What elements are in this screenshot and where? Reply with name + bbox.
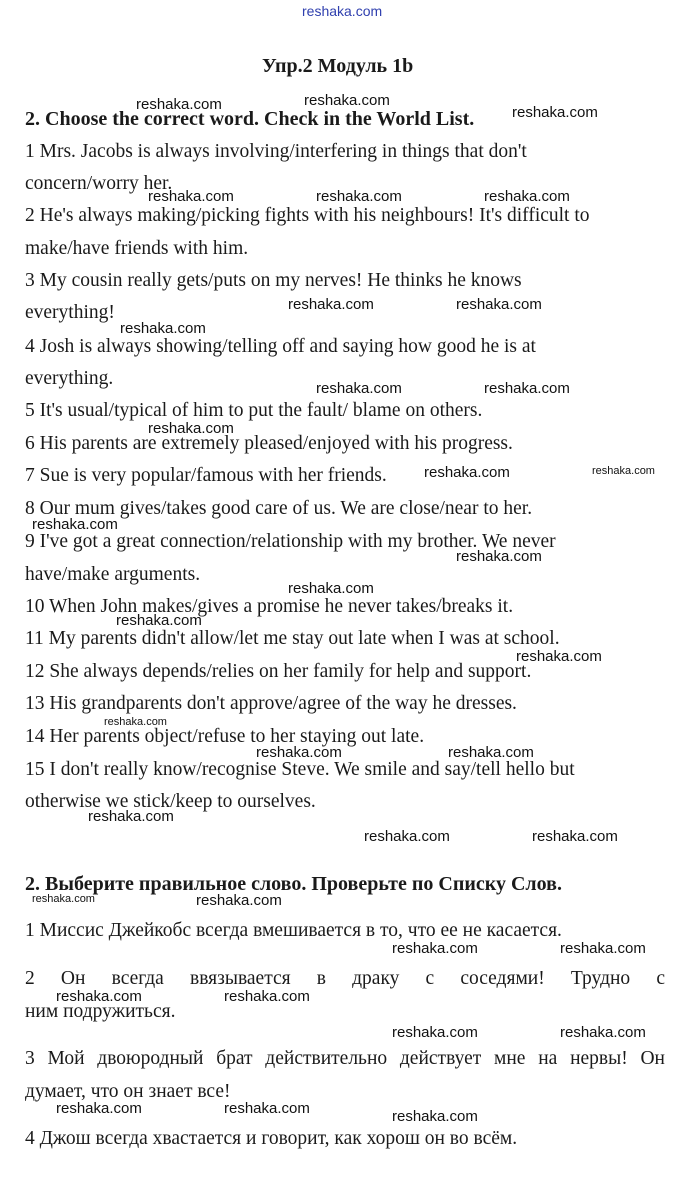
- watermark: reshaka.com: [224, 1100, 310, 1117]
- translation-line: 3 Мой двоюродный брат действительно действует мне на нервы! Он: [25, 1048, 665, 1069]
- watermark: reshaka.com: [120, 320, 206, 337]
- exercise-line: 6 His parents are extremely pleased/enjoyed with his progress.: [25, 433, 513, 454]
- translation-line: ним подружиться.: [25, 1001, 176, 1022]
- watermark: reshaka.com: [364, 828, 450, 845]
- exercise-line: otherwise we stick/keep to ourselves.: [25, 791, 316, 812]
- watermark: reshaka.com: [32, 516, 118, 533]
- watermark: reshaka.com: [512, 104, 598, 121]
- exercise-line: 7 Sue is very popular/famous with her friends.: [25, 465, 387, 486]
- russian-heading: 2. Выберите правильное слово. Проверьте по Списку Слов.: [25, 873, 562, 895]
- watermark: reshaka.com: [288, 580, 374, 597]
- watermark: reshaka.com: [484, 188, 570, 205]
- watermark: reshaka.com: [448, 744, 534, 761]
- watermark: reshaka.com: [424, 464, 510, 481]
- watermark: reshaka.com: [56, 988, 142, 1005]
- watermark: reshaka.com: [592, 465, 655, 477]
- english-heading: 2. Choose the correct word. Check in the World List.: [25, 108, 475, 130]
- watermark: reshaka.com: [224, 988, 310, 1005]
- watermark: reshaka.com: [256, 744, 342, 761]
- page-title: Упр.2 Модуль 1b: [262, 55, 414, 77]
- watermark: reshaka.com: [104, 716, 167, 728]
- watermark: reshaka.com: [392, 1108, 478, 1125]
- watermark: reshaka.com: [456, 296, 542, 313]
- watermark: reshaka.com: [316, 188, 402, 205]
- watermark: reshaka.com: [288, 296, 374, 313]
- exercise-line: 15 I don't really know/recognise Steve. We smile and say/tell hello but: [25, 759, 575, 780]
- exercise-line: 4 Josh is always showing/telling off and saying how good he is at: [25, 336, 536, 357]
- watermark: reshaka.com: [456, 548, 542, 565]
- translation-line: 1 Миссис Джейкобс всегда вмешивается в то, что ее не касается.: [25, 920, 562, 941]
- exercise-line: have/make arguments.: [25, 564, 201, 585]
- exercise-line: 12 She always depends/relies on her family for help and support.: [25, 661, 532, 682]
- exercise-line: 5 It's usual/typical of him to put the fault/ blame on others.: [25, 400, 483, 421]
- exercise-line: 8 Our mum gives/takes good care of us. We are close/near to her.: [25, 498, 533, 519]
- watermark: reshaka.com: [88, 808, 174, 825]
- watermark: reshaka.com: [560, 1024, 646, 1041]
- translation-line: 2 Он всегда ввязывается в драку с соседями! Трудно с: [25, 968, 665, 989]
- watermark: reshaka.com: [484, 380, 570, 397]
- exercise-line: 1 Mrs. Jacobs is always involving/interfering in things that don't: [25, 141, 527, 162]
- watermark: reshaka.com: [196, 892, 282, 909]
- exercise-line: 11 My parents didn't allow/let me stay out late when I was at school.: [25, 628, 560, 649]
- exercise-line: 14 Her parents object/refuse to her staying out late.: [25, 726, 425, 747]
- watermark: reshaka.com: [316, 380, 402, 397]
- exercise-line: 2 He's always making/picking fights with his neighbours! It's difficult to: [25, 205, 590, 226]
- exercise-line: everything!: [25, 302, 115, 323]
- watermark: reshaka.com: [392, 940, 478, 957]
- exercise-line: 13 His grandparents don't approve/agree of the way he dresses.: [25, 693, 517, 714]
- watermark: reshaka.com: [560, 940, 646, 957]
- watermark: reshaka.com: [148, 420, 234, 437]
- watermark: reshaka.com: [148, 188, 234, 205]
- watermark: reshaka.com: [516, 648, 602, 665]
- exercise-line: 9 I've got a great connection/relationship with my brother. We never: [25, 531, 556, 552]
- watermark: reshaka.com: [32, 893, 95, 905]
- exercise-line: 10 When John makes/gives a promise he never takes/breaks it.: [25, 596, 514, 617]
- translation-line: 4 Джош всегда хвастается и говорит, как хорош он во всём.: [25, 1128, 518, 1149]
- watermark: reshaka.com: [392, 1024, 478, 1041]
- translation-line: думает, что он знает все!: [25, 1081, 231, 1102]
- site-header: reshaka.com: [302, 3, 383, 19]
- watermark: reshaka.com: [136, 96, 222, 113]
- watermark: reshaka.com: [532, 828, 618, 845]
- exercise-line: 3 My cousin really gets/puts on my nerves! He thinks he knows: [25, 270, 522, 291]
- watermark: reshaka.com: [116, 612, 202, 629]
- exercise-line: everything.: [25, 368, 114, 389]
- watermark: reshaka.com: [56, 1100, 142, 1117]
- exercise-line: make/have friends with him.: [25, 238, 249, 259]
- exercise-line: concern/worry her.: [25, 173, 173, 194]
- watermark: reshaka.com: [304, 92, 390, 109]
